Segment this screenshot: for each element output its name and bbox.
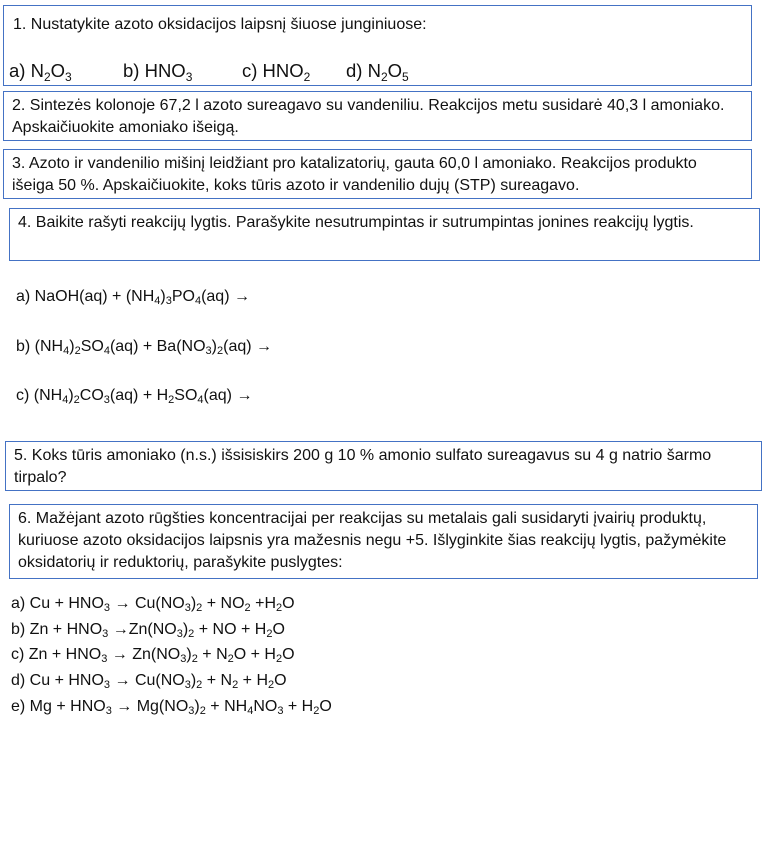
formula-subscript: 4 xyxy=(62,394,69,406)
formula-subscript: 3 xyxy=(188,705,195,717)
formula-subscript: 2 xyxy=(43,70,51,84)
formula-text: ) xyxy=(194,698,200,715)
formula-text: O xyxy=(282,595,295,612)
formula-subscript: 5 xyxy=(402,70,409,84)
formula-text: a) NaOH(aq) + (NH xyxy=(16,288,155,305)
formula-subscript: 2 xyxy=(196,602,203,614)
formula-text: + H xyxy=(283,698,314,715)
formula-subscript: 2 xyxy=(313,705,320,717)
formula-text: ) xyxy=(160,288,166,305)
question-2-box xyxy=(3,91,752,141)
formula-text: b) HNO xyxy=(123,60,186,81)
formula-text: e) Mg + HNO xyxy=(11,698,106,715)
reaction-4b xyxy=(16,338,272,356)
formula-text: b) (NH xyxy=(16,338,64,355)
formula-text: ) xyxy=(69,338,75,355)
formula-text: (aq) → xyxy=(201,288,250,305)
formula-subscript: 2 xyxy=(188,628,195,640)
formula-subscript: 2 xyxy=(216,345,224,357)
formula-subscript: 2 xyxy=(191,653,198,665)
formula-subscript: 2 xyxy=(303,70,311,84)
formula-text: O xyxy=(319,698,332,715)
formula-text: →Zn(NO xyxy=(108,621,177,638)
formula-subscript: 3 xyxy=(101,653,108,665)
question-3-text: 3. Azoto ir vandenilio mišinį leidžiant pro katalizatorių, gauta 60,0 l amoniako. Reakcijos produkto išeiga 50 %. Apskaičiuokite, koks tūris azoto ir vandenilio dujų (STP) sureagavo. xyxy=(12,155,697,194)
formula-text: (aq) + Ba(NO xyxy=(109,338,206,355)
formula-text: ) xyxy=(190,595,197,612)
formula-text: → Cu(NO xyxy=(110,672,185,689)
formula-subscript: 2 xyxy=(380,70,388,84)
formula-subscript: 2 xyxy=(275,653,283,665)
question-2-text: 2. Sintezės kolonoje 67,2 l azoto sureagavo su vandeniliu. Reakcijos metu susidarė 40,3 l amoniako. Apskaičiuokite amoniako išeigą. xyxy=(12,97,725,136)
formula-text: a) N xyxy=(9,60,44,81)
question-5-box xyxy=(5,441,762,491)
reaction-6e xyxy=(11,698,332,716)
formula-subscript: 2 xyxy=(227,653,234,665)
formula-subscript: 3 xyxy=(185,70,193,84)
formula-text: ) xyxy=(182,621,189,638)
reaction-6b xyxy=(11,621,285,639)
question-4-text: 4. Baikite rašyti reakcijų lygtis. Parašykite nesutrumpintas ir sutrumpintas jonines reakcijų lygtis. xyxy=(18,214,694,231)
reaction-4a xyxy=(16,288,250,306)
formula-text: NO xyxy=(253,698,278,715)
formula-text: → Zn(NO xyxy=(107,646,181,663)
formula-text: (aq) → xyxy=(223,338,273,355)
formula-text: ) xyxy=(211,338,217,355)
formula-subscript: 2 xyxy=(74,345,81,357)
formula-subscript: 3 xyxy=(180,653,187,665)
formula-text: + H xyxy=(238,672,269,689)
formula-text: b) Zn + HNO xyxy=(11,621,103,638)
formula-subscript: 4 xyxy=(63,345,70,357)
formula-subscript: 2 xyxy=(266,628,273,640)
formula-text: ) xyxy=(190,672,197,689)
formula-subscript: 4 xyxy=(194,295,202,307)
formula-subscript: 2 xyxy=(244,602,251,614)
question-1-text: 1. Nustatykite azoto oksidacijos laipsnį šiuose junginiuose: xyxy=(13,16,427,33)
compound-a xyxy=(9,60,72,82)
formula-subscript: 4 xyxy=(197,394,204,406)
formula-text: CO xyxy=(79,387,104,404)
compound-d xyxy=(346,60,409,82)
formula-subscript: 2 xyxy=(168,394,175,406)
question-6-box xyxy=(9,504,758,579)
formula-text: → Cu(NO xyxy=(110,595,185,612)
formula-text: + NO + H xyxy=(194,621,267,638)
reaction-4c xyxy=(16,387,252,405)
formula-subscript: 3 xyxy=(277,705,284,717)
formula-text: + NO xyxy=(202,595,245,612)
formula-text: SO xyxy=(80,338,104,355)
formula-text: O xyxy=(272,621,285,638)
formula-text: + N xyxy=(202,672,233,689)
reaction-6c xyxy=(11,646,295,664)
formula-subscript: 3 xyxy=(184,679,191,691)
reaction-6d xyxy=(11,672,287,690)
formula-text: SO xyxy=(174,387,198,404)
formula-text: +H xyxy=(250,595,276,612)
formula-text: d) N xyxy=(346,60,381,81)
question-1-box xyxy=(3,5,752,86)
formula-subscript: 4 xyxy=(103,345,110,357)
question-5-text: 5. Koks tūris amoniako (n.s.) išsisiskirs 200 g 10 % amonio sulfato sureagavus su 4 g natrio šarmo tirpalo? xyxy=(14,447,712,486)
formula-text: O xyxy=(387,60,403,81)
question-6-text: 6. Mažėjant azoto rūgšties koncentracijai per reakcijas su metalais gali susidaryti įvairių produktų, kuriuose azoto oksidacijos laipsnis yra mažesnis negu +5. Išlyginkite šias reakcijų lygtis, pažymėkite oksidatorių ir reduktorių, parašykite puslygtes: xyxy=(18,510,727,571)
formula-subscript: 2 xyxy=(73,394,80,406)
question-4-box xyxy=(9,208,760,261)
compound-b xyxy=(123,60,192,82)
formula-subscript: 3 xyxy=(102,628,109,640)
formula-subscript: 4 xyxy=(247,705,254,717)
formula-text: + N xyxy=(197,646,228,663)
formula-subscript: 3 xyxy=(205,345,212,357)
reaction-6a xyxy=(11,595,295,613)
formula-text: c) HNO xyxy=(242,60,304,81)
formula-subscript: 3 xyxy=(103,602,111,614)
formula-subscript: 2 xyxy=(276,602,283,614)
formula-subscript: 3 xyxy=(184,602,191,614)
formula-text: c) (NH xyxy=(16,387,63,404)
formula-text: (aq) + H xyxy=(109,387,169,404)
formula-subscript: 3 xyxy=(103,679,111,691)
formula-subscript: 2 xyxy=(232,679,239,691)
formula-subscript: 3 xyxy=(176,628,183,640)
formula-text: + NH xyxy=(205,698,248,715)
question-3-box xyxy=(3,149,752,199)
formula-text: PO xyxy=(171,288,195,305)
formula-text: a) Cu + HNO xyxy=(11,595,104,612)
formula-subscript: 2 xyxy=(196,679,203,691)
formula-text: O xyxy=(282,646,295,663)
formula-text: ) xyxy=(186,646,192,663)
formula-text: c) Zn + HNO xyxy=(11,646,102,663)
formula-subscript: 2 xyxy=(268,679,275,691)
formula-text: ) xyxy=(68,387,74,404)
formula-subscript: 3 xyxy=(103,394,110,406)
formula-subscript: 4 xyxy=(154,295,161,307)
compound-c xyxy=(242,60,310,82)
formula-subscript: 2 xyxy=(199,705,206,717)
formula-text: d) Cu + HNO xyxy=(11,672,104,689)
formula-text: O xyxy=(50,60,66,81)
formula-subscript: 3 xyxy=(65,70,72,84)
formula-text: → Mg(NO xyxy=(111,698,189,715)
formula-text: O xyxy=(274,672,287,689)
formula-text: (aq) → xyxy=(203,387,253,404)
formula-subscript: 3 xyxy=(165,295,172,307)
formula-subscript: 3 xyxy=(105,705,112,717)
formula-text: O + H xyxy=(233,646,276,663)
